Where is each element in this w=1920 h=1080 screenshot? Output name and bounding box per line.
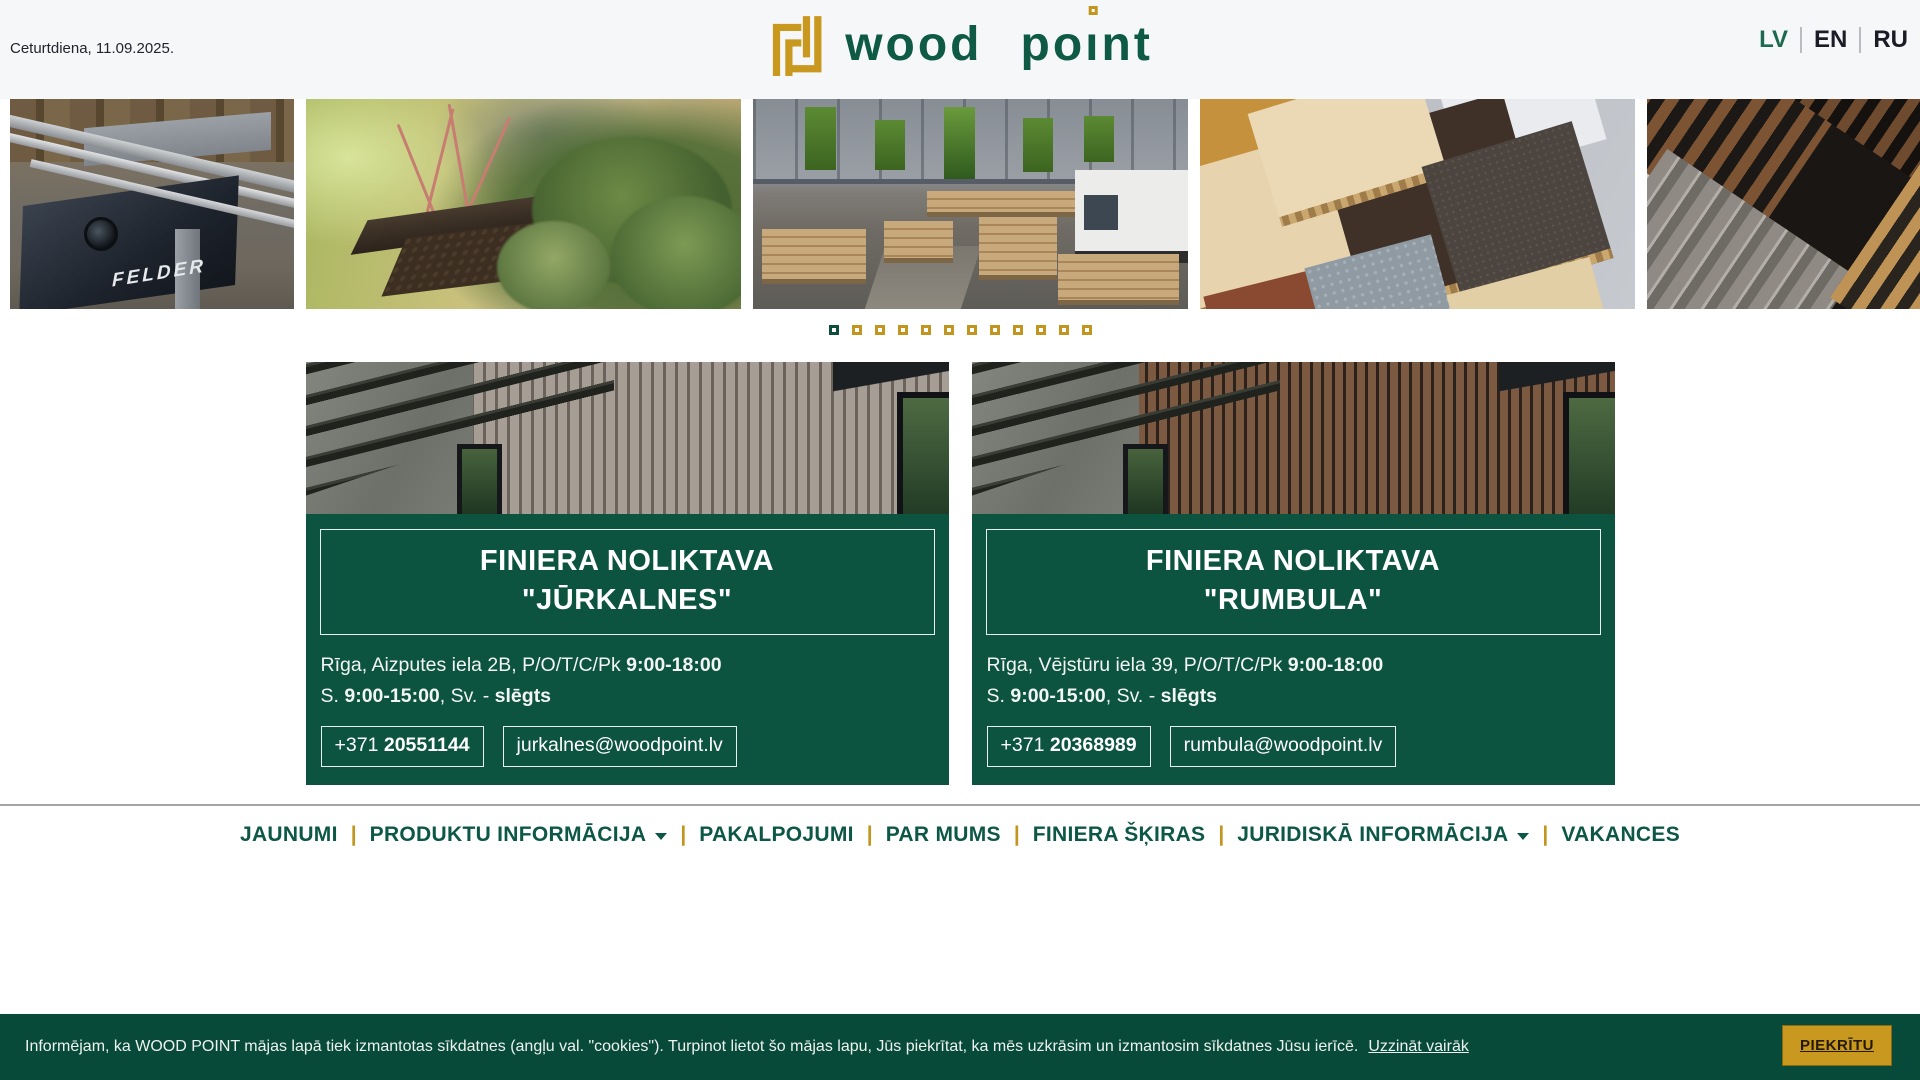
warehouse-office [1075,170,1188,262]
carousel-slide-slat-panels[interactable] [1647,99,1920,309]
current-date: Ceturtdiena, 11.09.2025. [10,40,175,57]
phone-button[interactable]: +371 20551144 [321,726,484,767]
nav-divider [0,804,1920,806]
green-bush [497,221,610,309]
store-card-jurkalnes [306,362,949,785]
carousel-dot-11[interactable] [1059,325,1069,335]
logo-mark-icon [767,14,829,76]
store-photo-jurkalnes [306,362,949,514]
nav-item-juridiska-informacija[interactable]: JURIDISKĀ INFORMĀCIJA [1237,823,1529,847]
cookie-accept-button[interactable]: PIEKRĪTU [1782,1025,1892,1066]
machine-brand-text: FELDER [112,255,207,292]
carousel-dot-8[interactable] [990,325,1000,335]
carousel-dot-2[interactable] [852,325,862,335]
email-button[interactable]: rumbula@woodpoint.lv [1170,726,1397,767]
wood-stack [762,229,866,284]
language-switcher [1759,26,1908,54]
logo[interactable] [767,14,1153,76]
carousel-slide-warehouse[interactable] [753,99,1188,309]
store-hours: Rīga, Vējstūru iela 39, P/O/T/C/Pk 9:00-18:00 S. 9:00-15:00, Sv. - slēgts [986,654,1384,708]
store-card-rumbula [972,362,1615,785]
wood-stack [884,221,954,263]
brand-word2: poı nt [1020,14,1152,76]
nav-separator: | [680,822,687,846]
image-carousel [0,99,1920,309]
nav-item-par-mums[interactable]: PAR MUMS [885,822,1001,846]
store-cards [0,362,1920,785]
store-photo-rumbula [972,362,1615,514]
store-contacts [321,726,934,767]
hanging-banner [805,107,835,170]
store-info [972,514,1615,785]
carousel-slide-garden[interactable] [306,99,741,309]
nav-item-pakalpojumi[interactable]: PAKALPOJUMI [699,822,854,846]
carousel-dot-3[interactable] [875,325,885,335]
main-nav [0,823,1920,847]
machine-dial [84,217,118,251]
nav-separator: | [1218,822,1225,846]
store-title: FINIERA NOLIKTAVA "RUMBULA" [986,529,1601,635]
store-hours: Rīga, Aizputes iela 2B, P/O/T/C/Pk 9:00-18:00 S. 9:00-15:00, Sv. - slēgts [320,654,722,708]
chevron-down-icon [655,833,667,840]
carousel-dot-1[interactable] [829,325,839,335]
hanging-banner [1023,118,1053,173]
email-button[interactable]: jurkalnes@woodpoint.lv [503,726,737,767]
nav-separator: | [350,822,357,846]
cookie-learn-more-link[interactable]: Uzzināt vairāk [1368,1038,1469,1055]
nav-item-vakances[interactable]: VAKANCES [1561,822,1681,846]
nav-separator: | [1013,822,1020,846]
carousel-dot-10[interactable] [1036,325,1046,335]
nav-item-produktu-informacija[interactable]: PRODUKTU INFORMĀCIJA [370,823,668,847]
window [1123,444,1168,514]
nav-item-jaunumi[interactable]: JAUNUMI [239,822,338,846]
carousel-slide-machine[interactable] [10,99,294,309]
nav-separator: | [1542,822,1549,846]
carousel-dots [0,325,1920,335]
hanging-banner [944,107,974,178]
window [1563,392,1614,514]
nav-item-finiera-skiras[interactable]: FINIERA ŠĶIRAS [1032,822,1206,846]
lang-separator [1800,27,1802,53]
lang-lv[interactable]: LV [1759,26,1788,53]
office-window [1084,195,1118,230]
carousel-dot-4[interactable] [898,325,908,335]
hanging-banner [875,120,905,170]
logo-i-square-icon [1089,6,1098,15]
lang-en[interactable]: EN [1813,26,1848,53]
carousel-dot-12[interactable] [1082,325,1092,335]
carousel-slide-plywood[interactable] [1200,99,1635,309]
carousel-dot-9[interactable] [1013,325,1023,335]
cookie-banner [0,1014,1920,1080]
hanging-banner [1084,116,1114,162]
store-title: FINIERA NOLIKTAVA "JŪRKALNES" [320,529,935,635]
carousel-dot-7[interactable] [967,325,977,335]
nav-separator: | [866,822,873,846]
carousel-dot-6[interactable] [944,325,954,335]
carousel-dot-5[interactable] [921,325,931,335]
store-contacts [987,726,1600,767]
store-info [306,514,949,785]
chevron-down-icon [1517,833,1529,840]
brand-word1: wood [845,18,983,71]
wood-stack [979,217,1057,280]
phone-button[interactable]: +371 20368989 [987,726,1151,767]
wood-stack [1058,254,1180,304]
window [457,444,502,514]
lang-separator [1859,27,1861,53]
cookie-message: Informējam, ka WOOD POINT mājas lapā tiek izmantotas sīkdatnes (angļu val. "cookies"). Turpinot lietot šo mājas lapu, Jūs piekrītat, ka mēs uzkrāsim un izmantosim sīkdatnes Jūsu ierīcē. [25,1038,1359,1055]
window [897,392,948,514]
lang-ru[interactable]: RU [1873,26,1908,53]
header [0,0,1920,99]
wood-stack [927,191,1075,216]
